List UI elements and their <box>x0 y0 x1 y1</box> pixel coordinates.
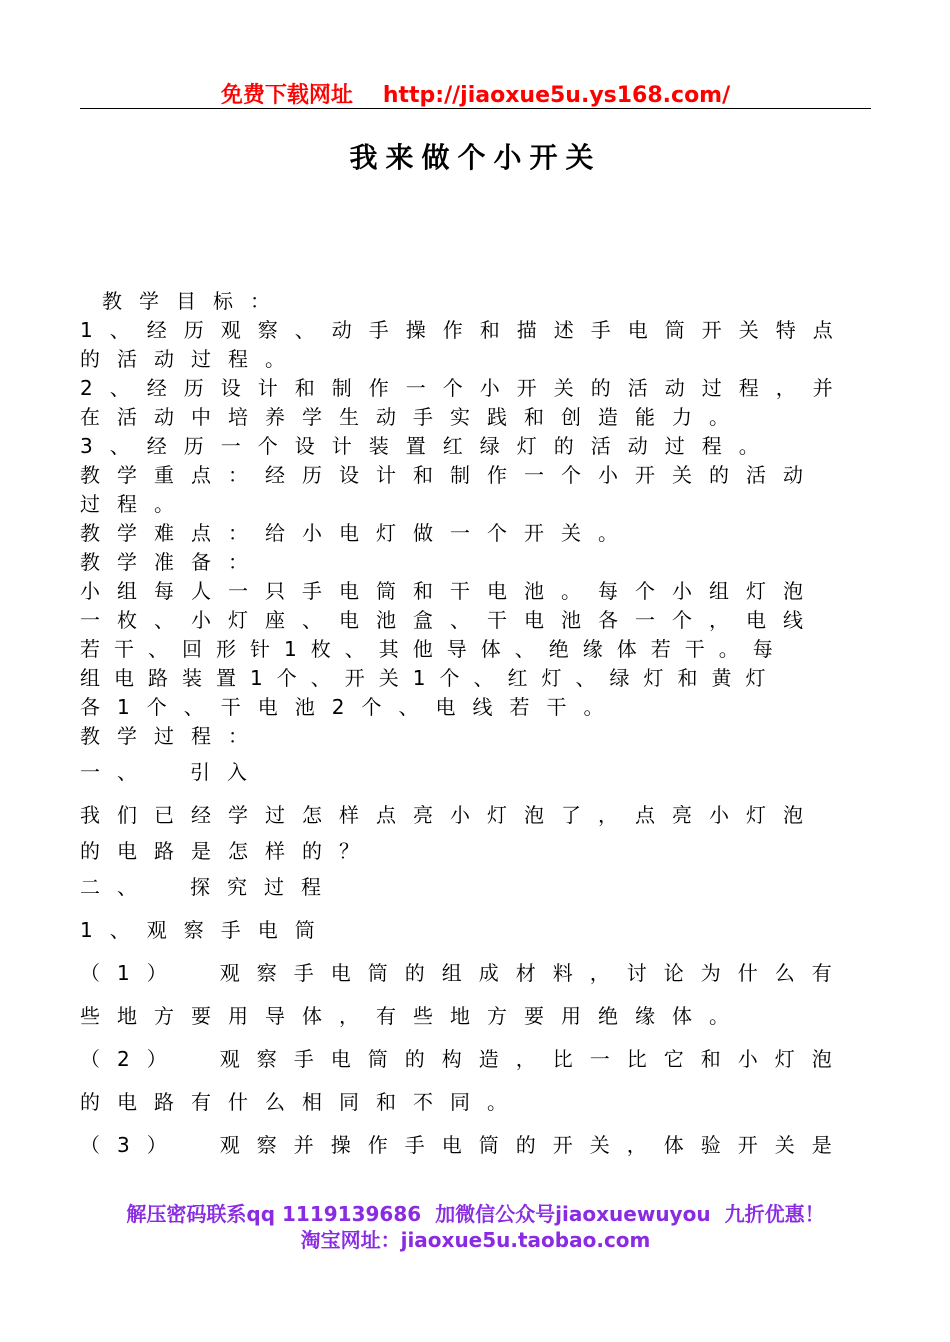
section-number: 一、 <box>80 760 154 784</box>
footer-wechat: 加微信公众号jiaoxuewuyou <box>435 1202 711 1226</box>
document-body <box>80 287 856 1167</box>
download-label: 免费下载网址 <box>220 83 353 108</box>
item-number: （3） <box>80 1133 184 1157</box>
text-line: 在活动中培养学生动手实践和创造能力。 <box>80 405 746 429</box>
item-number: （1） <box>80 961 184 985</box>
item-text: 观察手电筒的构造，比一比它和小灯泡 <box>219 1047 849 1071</box>
text-line: 各1个、干电池2个、电线若干。 <box>80 695 621 719</box>
text-line: 1、观察手电筒 <box>80 918 332 942</box>
text-line: 3、经历一个设计装置红绿灯的活动过程。 <box>80 434 776 458</box>
text-line: 教学过程： <box>80 724 265 748</box>
text-line: 组电路装置1个、开关1个、红灯、绿灯和黄灯 <box>80 666 780 690</box>
text-line: 些地方要用导体，有些地方要用绝缘体。 <box>80 1004 746 1028</box>
section-heading-intro <box>80 751 856 794</box>
text-line: 1、经历观察、动手操作和描述手电筒开关特点 <box>80 318 850 342</box>
footer-discount: 九折优惠！ <box>724 1202 825 1226</box>
text-line: 小组每人一只手电筒和干电池。每个小组灯泡 <box>80 579 820 603</box>
text-line <box>80 952 856 995</box>
text-line: 2、经历设计和制作一个小开关的活动过程，并 <box>80 376 850 400</box>
download-header <box>80 78 871 109</box>
text-line: 教学准备： <box>80 550 265 574</box>
section-heading-process <box>80 866 856 909</box>
text-line <box>80 1124 856 1167</box>
text-line: 教学重点：经历设计和制作一个小开关的活动 <box>80 463 820 487</box>
item-text: 观察并操作手电筒的开关，体验开关是 <box>219 1133 849 1157</box>
text-line: 的电路有什么相同和不同。 <box>80 1090 524 1114</box>
section-title: 探究过程 <box>190 875 338 899</box>
text-line: 的电路是怎样的？ <box>80 839 376 863</box>
item-number: （2） <box>80 1047 184 1071</box>
document-title: 我来做个小开关 <box>349 141 602 174</box>
text-line: 我们已经学过怎样点亮小灯泡了，点亮小灯泡 <box>80 803 820 827</box>
header-divider <box>80 108 871 109</box>
text-line: 若干、回形针1枚、其他导体、绝缘体若干。每 <box>80 637 787 661</box>
footer-password-contact: 解压密码联系qq 1119139686 <box>126 1202 422 1226</box>
footer-taobao-link[interactable]: 淘宝网址：jiaoxue5u.taobao.com <box>300 1228 651 1252</box>
section-number: 二、 <box>80 875 154 899</box>
section-title: 引入 <box>190 760 264 784</box>
text-line: 教学难点：给小电灯做一个开关。 <box>80 521 635 545</box>
section-heading-objectives: 教学目标： <box>102 289 287 313</box>
text-line: 的活动过程。 <box>80 347 302 371</box>
text-line <box>80 1038 856 1081</box>
text-line: 一枚、小灯座、电池盒、干电池各一个，电线 <box>80 608 820 632</box>
item-text: 观察手电筒的组成材料，讨论为什么有 <box>219 961 849 985</box>
footer-contact <box>80 1198 871 1227</box>
text-line: 过程。 <box>80 492 191 516</box>
download-url-link[interactable]: http://jiaoxue5u.ys168.com/ <box>382 83 731 108</box>
